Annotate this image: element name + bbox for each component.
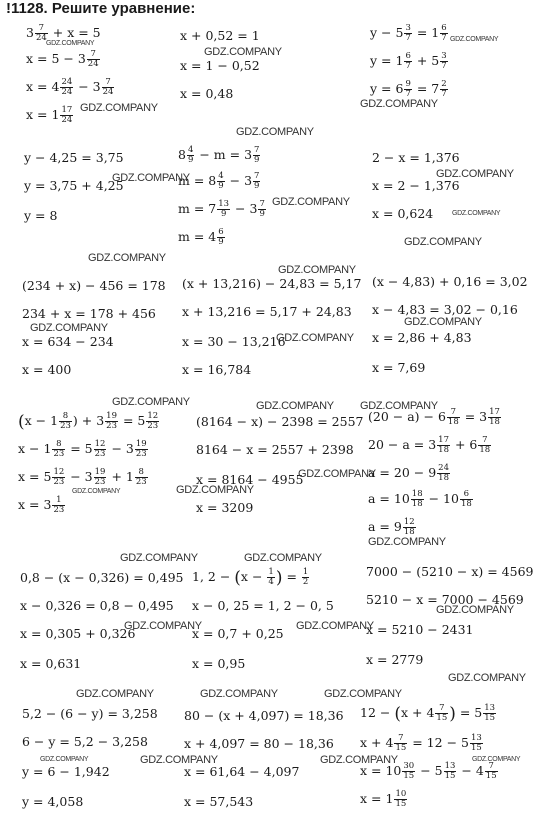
equation-e4: m = 4 $\frac{6}{9}$ (178, 227, 224, 247)
equation-a1: 3 $\frac{7}{24}$ + x = 5 (26, 23, 101, 43)
equation-h1: (x + 13,216) − 24,83 = 5,17 (182, 276, 362, 291)
watermark: GDZ.COMPANY (404, 316, 482, 328)
equation-m4: x = 0,631 (20, 656, 82, 671)
watermark: GDZ.COMPANY (360, 400, 438, 412)
equation-e1: 8 $\frac{4}{9}$ − m = 3 $\frac{7}{9}$ (178, 145, 260, 165)
watermark: GDZ.COMPANY (298, 468, 376, 480)
equation-g2: 234 + x = 178 + 456 (22, 306, 156, 321)
equation-p2: 6 − y = 5,2 − 3,258 (22, 734, 148, 749)
watermark: GDZ.COMPANY (436, 604, 514, 616)
watermark: GDZ.COMPANY (320, 754, 398, 766)
equation-i1: (x − 4,83) + 0,16 = 3,02 (372, 274, 528, 289)
equation-j4: x = 3 $\frac{1}{23}$ (18, 495, 65, 515)
equation-k2: 8164 − x = 2557 + 2398 (196, 442, 354, 457)
equation-a4: x = 1 $\frac{17}{24}$ (26, 105, 73, 125)
equation-d3: y = 8 (24, 208, 58, 223)
equation-n2: x − 0, 25 = 1, 2 − 0, 5 (192, 598, 334, 613)
equation-p3: y = 6 − 1,942 (22, 764, 110, 779)
equation-m2: x − 0,326 = 0,8 − 0,495 (20, 598, 174, 613)
watermark: GDZ.COMPANY (200, 688, 278, 700)
watermark: GDZ.COMPANY (472, 756, 521, 763)
watermark: GDZ.COMPANY (88, 252, 166, 264)
equation-g1: (234 + x) − 456 = 178 (22, 278, 166, 293)
equation-j3: x = 5 $\frac{12}{23}$ − 3 $\frac{19}{23}$ + 1 $\frac{8}{23}$ (18, 467, 147, 487)
equation-c2: y = 1 $\frac{6}{7}$ + 5 $\frac{3}{7}$ (370, 51, 447, 71)
watermark: GDZ.COMPANY (204, 46, 282, 58)
equation-r4: x = 1 $\frac{10}{15}$ (360, 789, 407, 809)
watermark: GDZ.COMPANY (124, 620, 202, 632)
equation-g4: x = 400 (22, 362, 72, 377)
equation-n4: x = 0,95 (192, 656, 246, 671)
watermark: GDZ.COMPANY (176, 484, 254, 496)
equation-d1: y − 4,25 = 3,75 (24, 150, 124, 165)
watermark: GDZ.COMPANY (76, 688, 154, 700)
watermark: GDZ.COMPANY (40, 756, 89, 763)
equation-e3: m = 7 $\frac{13}{9}$ − 3 $\frac{7}{9}$ (178, 199, 265, 219)
equation-d2: y = 3,75 + 4,25 (24, 178, 124, 193)
watermark: GDZ.COMPANY (46, 40, 95, 47)
equation-a2: x = 5 − 3 $\frac{7}{24}$ (26, 49, 99, 69)
equation-f2: x = 2 − 1,376 (372, 178, 460, 193)
equation-g3: x = 634 − 234 (22, 334, 114, 349)
watermark: GDZ.COMPANY (112, 172, 190, 184)
equation-a3: x = 4 $\frac{24}{24}$ − 3 $\frac{7}{24}$ (26, 77, 114, 97)
equation-f3: x = 0,624 (372, 206, 434, 221)
watermark: GDZ.COMPANY (256, 400, 334, 412)
watermark: GDZ.COMPANY (296, 620, 374, 632)
equation-q3: x = 61,64 − 4,097 (184, 764, 300, 779)
equation-o3: x = 5210 − 2431 (366, 622, 474, 637)
equation-r1: 12 − (x + 4 $\frac{7}{15}$ ) = 5 $\frac{13}{15}$ (360, 703, 496, 724)
equation-o1: 7000 − (5210 − x) = 4569 (366, 564, 534, 579)
equation-i2: x − 4,83 = 3,02 − 0,16 (372, 302, 518, 317)
watermark: GDZ.COMPANY (244, 552, 322, 564)
equation-b1: x + 0,52 = 1 (180, 28, 260, 43)
equation-f1: 2 − x = 1,376 (372, 150, 460, 165)
equation-m1: 0,8 − (x − 0,326) = 0,495 (20, 570, 184, 585)
watermark: GDZ.COMPANY (324, 688, 402, 700)
equation-j1: (x − 1 $\frac{8}{23}$ ) + 3 $\frac{19}{23}$ = 5 $\frac{12}{23}$ (18, 411, 159, 432)
equation-q4: x = 57,543 (184, 794, 254, 809)
equation-k1: (8164 − x) − 2398 = 2557 (196, 414, 364, 429)
equation-h4: x = 16,784 (182, 362, 252, 377)
equation-c1: y − 5 $\frac{3}{7}$ = 1 $\frac{6}{7}$ (370, 23, 447, 43)
equation-b3: x = 0,48 (180, 86, 234, 101)
equation-c3: y = 6 $\frac{9}{7}$ = 7 $\frac{2}{7}$ (370, 79, 447, 99)
equation-q2: x + 4,097 = 80 − 18,36 (184, 736, 334, 751)
equation-h2: x + 13,216 = 5,17 + 24,83 (182, 304, 352, 319)
watermark: GDZ.COMPANY (112, 396, 190, 408)
equation-n1: 1, 2 − (x − $\frac{1}{4}$ ) = $\frac{1}{2}$ (192, 567, 309, 588)
watermark: GDZ.COMPANY (448, 672, 526, 684)
equation-e2: m = 8 $\frac{4}{9}$ − 3 $\frac{7}{9}$ (178, 171, 260, 191)
watermark: GDZ.COMPANY (140, 754, 218, 766)
exercise-title: !1128. Решите уравнение: (6, 0, 196, 17)
equation-l2: 20 − a = 3 $\frac{17}{18}$ + 6 $\frac{7}{18}$ (368, 435, 491, 455)
watermark: GDZ.COMPANY (278, 264, 356, 276)
watermark: GDZ.COMPANY (276, 332, 354, 344)
watermark: GDZ.COMPANY (272, 196, 350, 208)
equation-o2: 5210 − x = 7000 − 4569 (366, 592, 524, 607)
watermark: GDZ.COMPANY (72, 488, 121, 495)
watermark: GDZ.COMPANY (436, 168, 514, 180)
watermark: GDZ.COMPANY (368, 536, 446, 548)
watermark: GDZ.COMPANY (360, 98, 438, 110)
equation-i4: x = 7,69 (372, 360, 426, 375)
equation-r3: x = 10 $\frac{30}{15}$ − 5 $\frac{13}{15}$ − 4 $\frac{7}{15}$ (360, 761, 497, 781)
equation-h3: x = 30 − 13,216 (182, 334, 286, 349)
equation-l1: (20 − a) − 6 $\frac{7}{18}$ = 3 $\frac{17}{18}$ (368, 407, 500, 427)
equation-k4: x = 3209 (196, 500, 254, 515)
equation-r2: x + 4 $\frac{7}{15}$ = 12 − 5 $\frac{13}{15}$ (360, 733, 482, 753)
equation-b2: x = 1 − 0,52 (180, 58, 260, 73)
equation-m3: x = 0,305 + 0,326 (20, 626, 136, 641)
watermark: GDZ.COMPANY (80, 102, 158, 114)
equation-k3: x = 8164 − 4955 (196, 472, 304, 487)
equation-l5: a = 9 $\frac{12}{18}$ (368, 517, 415, 537)
watermark: GDZ.COMPANY (120, 552, 198, 564)
equation-j2: x − 1 $\frac{8}{23}$ = 5 $\frac{12}{23}$ − 3 $\frac{19}{23}$ (18, 439, 147, 459)
equation-i3: x = 2,86 + 4,83 (372, 330, 472, 345)
equation-l3: a = 20 − 9 $\frac{24}{18}$ (368, 463, 449, 483)
equation-p1: 5,2 − (6 − y) = 3,258 (22, 706, 158, 721)
equation-n3: x = 0,7 + 0,25 (192, 626, 284, 641)
watermark: GDZ.COMPANY (452, 210, 501, 217)
equation-l4: a = 10 $\frac{18}{18}$ − 10 $\frac{6}{18}$ (368, 489, 472, 509)
watermark: GDZ.COMPANY (404, 236, 482, 248)
equation-o4: x = 2779 (366, 652, 424, 667)
equation-p4: y = 4,058 (22, 794, 84, 809)
watermark: GDZ.COMPANY (30, 322, 108, 334)
equation-q1: 80 − (x + 4,097) = 18,36 (184, 708, 344, 723)
watermark: GDZ.COMPANY (450, 36, 499, 43)
watermark: GDZ.COMPANY (236, 126, 314, 138)
